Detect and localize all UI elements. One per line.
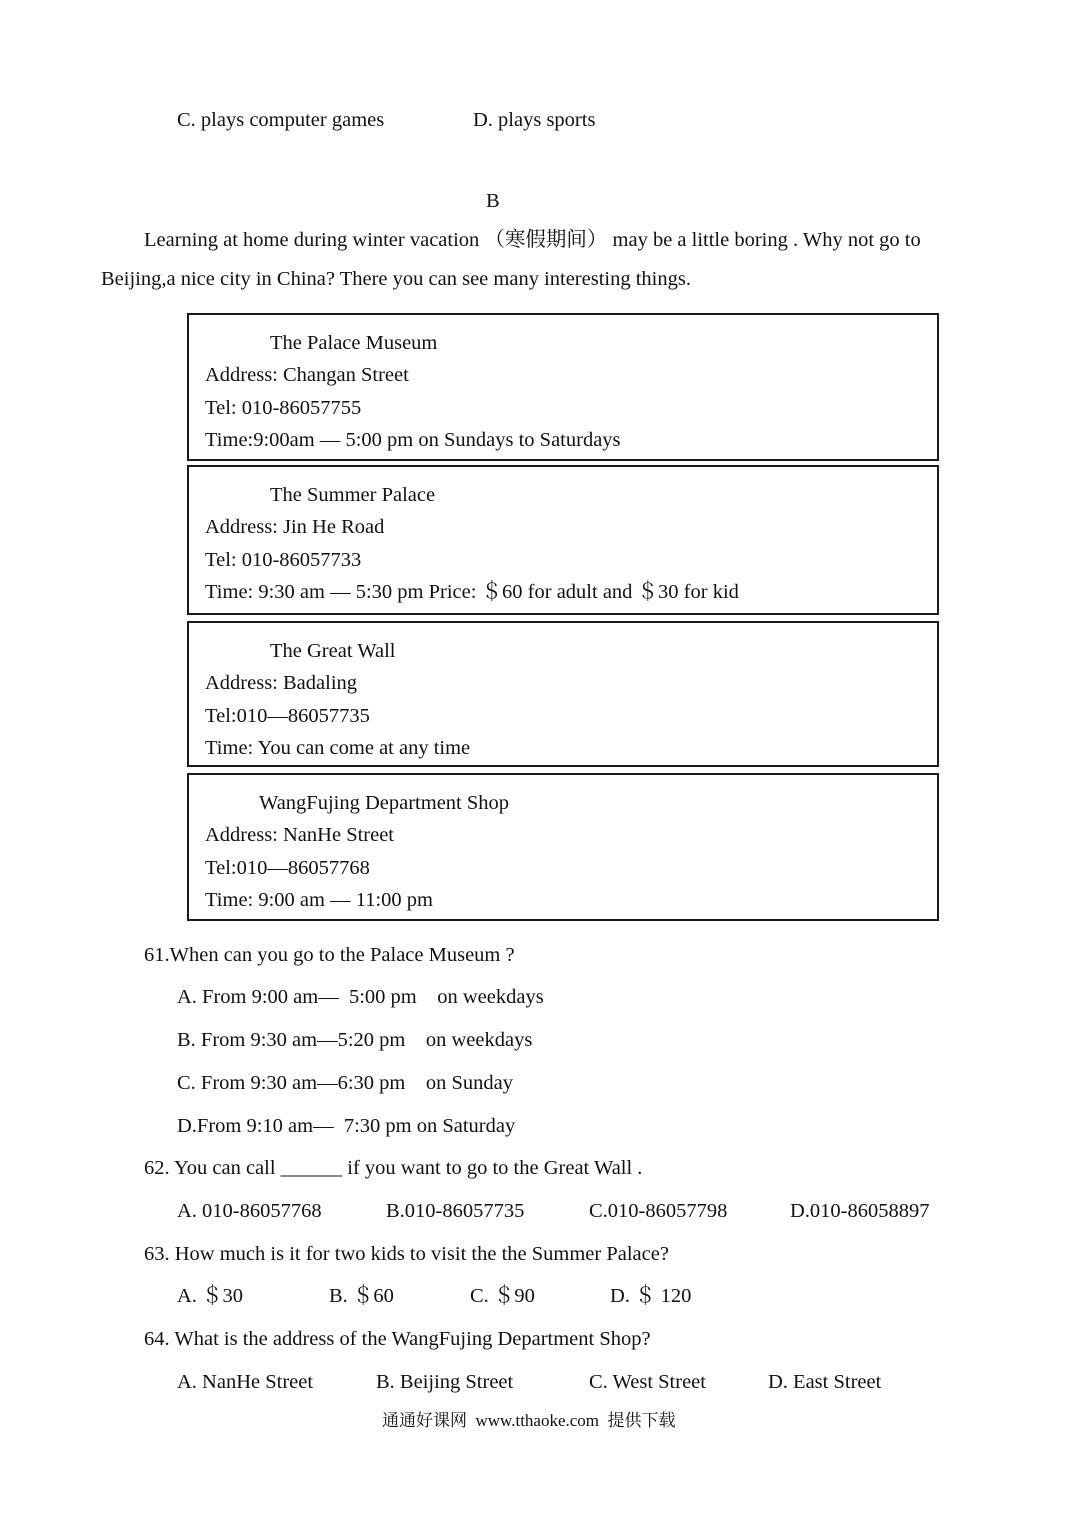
place-name: The Great Wall <box>270 640 396 662</box>
option-c-prev: C. plays computer games <box>177 109 385 131</box>
info-box-palace-museum <box>187 313 939 461</box>
place-address: Address: NanHe Street <box>205 824 395 846</box>
footer-source: 通通好课网 www.tthaoke.com 提供下载 <box>382 1411 676 1430</box>
place-time: Time: 9:00 am — 11:00 pm <box>205 889 433 911</box>
place-address: Address: Jin He Road <box>205 516 385 538</box>
place-name: WangFujing Department Shop <box>259 792 510 814</box>
question-63-option-d: D. ＄ 120 <box>610 1285 692 1307</box>
question-62-option-c: C.010-86057798 <box>589 1200 728 1222</box>
place-time-price: Time: 9:30 am — 5:30 pm Price: ＄60 for adult and ＄30 for kid <box>205 581 739 603</box>
question-63-option-c: C. ＄90 <box>470 1285 535 1307</box>
question-64-stem: 64. What is the address of the WangFujing Department Shop? <box>144 1328 651 1350</box>
place-tel: Tel: 010-86057733 <box>205 549 362 571</box>
question-62-option-d: D.010-86058897 <box>790 1200 930 1222</box>
place-time: Time:9:00am — 5:00 pm on Sundays to Saturdays <box>205 429 621 451</box>
question-61-option-d: D.From 9:10 am— 7:30 pm on Saturday <box>177 1115 516 1137</box>
section-letter: B <box>486 190 500 212</box>
question-61-option-a: A. From 9:00 am— 5:00 pm on weekdays <box>177 986 544 1008</box>
question-63-option-a: A. ＄30 <box>177 1285 244 1307</box>
question-61-option-c: C. From 9:30 am—6:30 pm on Sunday <box>177 1072 513 1094</box>
question-63-stem: 63. How much is it for two kids to visit the the Summer Palace? <box>144 1243 669 1265</box>
question-62-option-a: A. 010-86057768 <box>177 1200 322 1222</box>
question-61-stem: 61.When can you go to the Palace Museum ? <box>144 944 515 966</box>
question-61-option-b: B. From 9:30 am—5:20 pm on weekdays <box>177 1029 533 1051</box>
question-64-option-c: C. West Street <box>589 1371 706 1393</box>
intro-line-2: Beijing,a nice city in China? There you can see many interesting things. <box>101 268 691 290</box>
place-tel: Tel:010—86057735 <box>205 705 370 727</box>
question-62-stem: 62. You can call ______ if you want to go to the Great Wall . <box>144 1157 643 1179</box>
place-tel: Tel:010—86057768 <box>205 857 370 879</box>
question-62-option-b: B.010-86057735 <box>386 1200 525 1222</box>
intro-line-1: Learning at home during winter vacation （寒假期间） may be a little boring . Why not go to <box>144 229 921 251</box>
question-63-option-b: B. ＄60 <box>329 1285 394 1307</box>
question-64-option-b: B. Beijing Street <box>376 1371 514 1393</box>
place-address: Address: Badaling <box>205 672 358 694</box>
info-box-summer-palace <box>187 465 939 615</box>
info-box-wangfujing <box>187 773 939 921</box>
place-time: Time: You can come at any time <box>205 737 471 759</box>
option-d-prev: D. plays sports <box>473 109 596 131</box>
place-name: The Palace Museum <box>270 332 438 354</box>
place-tel: Tel: 010-86057755 <box>205 397 362 419</box>
question-64-option-a: A. NanHe Street <box>177 1371 314 1393</box>
place-name: The Summer Palace <box>270 484 436 506</box>
info-box-great-wall <box>187 621 939 767</box>
question-64-option-d: D. East Street <box>768 1371 882 1393</box>
place-address: Address: Changan Street <box>205 364 409 386</box>
